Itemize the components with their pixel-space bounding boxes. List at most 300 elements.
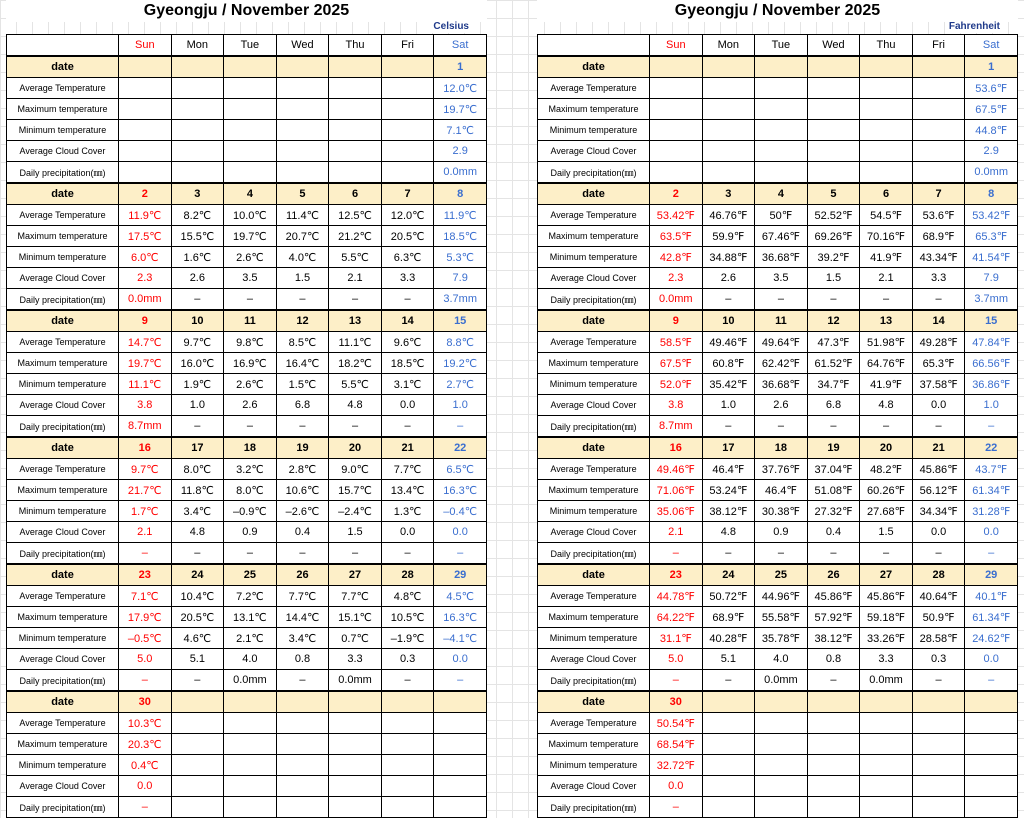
value-cell: 4.0 xyxy=(755,649,808,670)
value-cell: 7.2℃ xyxy=(224,586,277,607)
date-cell: 22 xyxy=(434,437,487,459)
date-cell xyxy=(702,691,755,713)
value-cell: 62.42℉ xyxy=(755,353,808,374)
row-label: Average Temperature xyxy=(538,78,650,99)
row-label: Daily precipitation(㎜) xyxy=(7,416,119,438)
date-cell: 3 xyxy=(702,183,755,205)
value-cell xyxy=(755,99,808,120)
value-cell: 3.5 xyxy=(224,268,277,289)
date-cell: 12 xyxy=(276,310,329,332)
value-cell: 59.9℉ xyxy=(702,226,755,247)
value-cell: 3.2℃ xyxy=(224,459,277,480)
value-cell: 17.5℃ xyxy=(119,226,172,247)
value-cell: – xyxy=(329,543,382,565)
min-temp-row xyxy=(538,374,1018,395)
value-cell: –2.4℃ xyxy=(329,501,382,522)
date-cell: 10 xyxy=(702,310,755,332)
value-cell: – xyxy=(434,416,487,438)
value-cell: 1.5 xyxy=(860,522,913,543)
row-label: Daily precipitation(㎜) xyxy=(538,797,650,818)
value-cell: – xyxy=(702,289,755,311)
value-cell: 53.42℉ xyxy=(965,205,1018,226)
value-cell xyxy=(171,734,224,755)
value-cell: 66.56℉ xyxy=(965,353,1018,374)
row-label: Maximum temperature xyxy=(7,607,119,628)
value-cell: 53.42℉ xyxy=(650,205,703,226)
date-cell: 30 xyxy=(119,691,172,713)
value-cell: 3.3 xyxy=(381,268,434,289)
value-cell: – xyxy=(702,543,755,565)
value-cell: 2.3 xyxy=(119,268,172,289)
weekday-header: Thu xyxy=(329,35,382,57)
value-cell: 1.9℃ xyxy=(171,374,224,395)
value-cell: 41.9℉ xyxy=(860,247,913,268)
value-cell: 35.78℉ xyxy=(755,628,808,649)
date-cell: 14 xyxy=(912,310,965,332)
weekday-header: Sat xyxy=(965,35,1018,57)
value-cell: 0.9 xyxy=(755,522,808,543)
row-label: Average Temperature xyxy=(538,586,650,607)
date-row xyxy=(538,691,1018,713)
unit-label: Celsius xyxy=(433,21,469,32)
value-cell: 70.16℉ xyxy=(860,226,913,247)
value-cell: 44.78℉ xyxy=(650,586,703,607)
row-label: Minimum temperature xyxy=(7,501,119,522)
value-cell: 43.34℉ xyxy=(912,247,965,268)
value-cell xyxy=(329,162,382,184)
date-cell: 6 xyxy=(329,183,382,205)
value-cell: 61.34℉ xyxy=(965,607,1018,628)
row-label: Maximum temperature xyxy=(7,99,119,120)
value-cell xyxy=(381,120,434,141)
value-cell: 4.0℃ xyxy=(276,247,329,268)
row-label: date xyxy=(7,437,119,459)
value-cell: 13.1℃ xyxy=(224,607,277,628)
precip-row xyxy=(7,289,487,311)
value-cell: 7.1℃ xyxy=(119,586,172,607)
value-cell: 1.5 xyxy=(807,268,860,289)
row-label: Minimum temperature xyxy=(538,755,650,776)
date-cell: 12 xyxy=(807,310,860,332)
value-cell: 65.3℉ xyxy=(965,226,1018,247)
row-label: Minimum temperature xyxy=(7,628,119,649)
cloud-cover-row xyxy=(7,522,487,543)
value-cell xyxy=(224,755,277,776)
date-cell: 24 xyxy=(702,564,755,586)
date-cell: 17 xyxy=(171,437,224,459)
date-cell: 16 xyxy=(650,437,703,459)
value-cell: –1.9℃ xyxy=(381,628,434,649)
row-label: Average Temperature xyxy=(538,459,650,480)
value-cell: 31.1℉ xyxy=(650,628,703,649)
value-cell: 40.64℉ xyxy=(912,586,965,607)
value-cell: 30.38℉ xyxy=(755,501,808,522)
date-cell xyxy=(329,691,382,713)
value-cell: 4.5℃ xyxy=(434,586,487,607)
value-cell: – xyxy=(434,543,487,565)
value-cell xyxy=(119,162,172,184)
avg-temp-row xyxy=(7,205,487,226)
row-label: Minimum temperature xyxy=(538,120,650,141)
value-cell xyxy=(381,755,434,776)
value-cell: 4.0 xyxy=(224,649,277,670)
value-cell xyxy=(807,78,860,99)
row-label: Average Cloud Cover xyxy=(7,395,119,416)
precip-row xyxy=(7,670,487,692)
cloud-cover-row xyxy=(538,395,1018,416)
avg-temp-row xyxy=(7,78,487,99)
value-cell: 2.8℃ xyxy=(276,459,329,480)
weekday-header: Tue xyxy=(224,35,277,57)
value-cell: 16.4℃ xyxy=(276,353,329,374)
value-cell: 8.5℃ xyxy=(276,332,329,353)
date-cell: 1 xyxy=(965,56,1018,78)
value-cell: 45.86℉ xyxy=(860,586,913,607)
value-cell: 35.06℉ xyxy=(650,501,703,522)
precip-row xyxy=(7,797,487,818)
value-cell xyxy=(171,120,224,141)
value-cell: 10.6℃ xyxy=(276,480,329,501)
value-cell xyxy=(224,776,277,797)
value-cell: 7.7℃ xyxy=(329,586,382,607)
value-cell xyxy=(755,797,808,818)
value-cell xyxy=(224,141,277,162)
value-cell: 13.4℃ xyxy=(381,480,434,501)
value-cell xyxy=(434,797,487,818)
date-cell xyxy=(224,691,277,713)
value-cell: 9.7℃ xyxy=(171,332,224,353)
row-label: Maximum temperature xyxy=(538,734,650,755)
value-cell: 7.7℃ xyxy=(381,459,434,480)
value-cell: 42.8℉ xyxy=(650,247,703,268)
value-cell: 8.0℃ xyxy=(171,459,224,480)
precip-row xyxy=(538,670,1018,692)
weather-calendar-table xyxy=(537,34,1018,818)
value-cell: – xyxy=(807,289,860,311)
value-cell xyxy=(650,141,703,162)
value-cell: – xyxy=(171,543,224,565)
value-cell: 64.76℉ xyxy=(860,353,913,374)
value-cell: 18.5℃ xyxy=(381,353,434,374)
cloud-cover-row xyxy=(538,522,1018,543)
date-cell: 24 xyxy=(171,564,224,586)
date-row xyxy=(7,691,487,713)
value-cell: 3.4℃ xyxy=(276,628,329,649)
value-cell: 4.8 xyxy=(702,522,755,543)
row-label: Daily precipitation(㎜) xyxy=(538,543,650,565)
date-cell: 15 xyxy=(434,310,487,332)
value-cell: 50℉ xyxy=(755,205,808,226)
value-cell xyxy=(329,776,382,797)
value-cell: – xyxy=(276,543,329,565)
unit-label: Fahrenheit xyxy=(948,21,1000,32)
value-cell xyxy=(171,776,224,797)
value-cell: 2.6℃ xyxy=(224,374,277,395)
date-row xyxy=(538,437,1018,459)
value-cell: 61.52℉ xyxy=(807,353,860,374)
value-cell xyxy=(807,755,860,776)
row-label: date xyxy=(7,56,119,78)
date-cell: 16 xyxy=(119,437,172,459)
value-cell: 10.0℃ xyxy=(224,205,277,226)
max-temp-row xyxy=(538,734,1018,755)
value-cell: – xyxy=(965,416,1018,438)
value-cell xyxy=(650,99,703,120)
value-cell: 4.8 xyxy=(171,522,224,543)
value-cell: 16.0℃ xyxy=(171,353,224,374)
avg-temp-row xyxy=(538,332,1018,353)
date-cell: 5 xyxy=(807,183,860,205)
value-cell xyxy=(381,797,434,818)
date-row xyxy=(7,437,487,459)
value-cell: 27.68℉ xyxy=(860,501,913,522)
row-label: Maximum temperature xyxy=(538,480,650,501)
value-cell xyxy=(912,78,965,99)
value-cell: 0.0mm xyxy=(434,162,487,184)
value-cell: 12.5℃ xyxy=(329,205,382,226)
value-cell: 2.6 xyxy=(224,395,277,416)
precip-row xyxy=(538,162,1018,184)
value-cell xyxy=(755,734,808,755)
row-label: Average Cloud Cover xyxy=(7,522,119,543)
weekday-header: Sun xyxy=(650,35,703,57)
value-cell: 47.3℉ xyxy=(807,332,860,353)
value-cell xyxy=(807,797,860,818)
row-label: Daily precipitation(㎜) xyxy=(7,162,119,184)
value-cell: – xyxy=(965,543,1018,565)
value-cell: – xyxy=(171,289,224,311)
value-cell xyxy=(912,713,965,734)
value-cell xyxy=(276,734,329,755)
precip-row xyxy=(7,162,487,184)
value-cell xyxy=(434,713,487,734)
value-cell: 6.3℃ xyxy=(381,247,434,268)
avg-temp-row xyxy=(7,332,487,353)
value-cell xyxy=(119,141,172,162)
value-cell: 8.2℃ xyxy=(171,205,224,226)
value-cell: 41.54℉ xyxy=(965,247,1018,268)
value-cell xyxy=(224,99,277,120)
min-temp-row xyxy=(7,120,487,141)
value-cell: 0.0 xyxy=(381,395,434,416)
value-cell: – xyxy=(912,289,965,311)
value-cell: 0.0 xyxy=(434,649,487,670)
precip-row xyxy=(7,416,487,438)
value-cell: 2.1 xyxy=(119,522,172,543)
row-label: Maximum temperature xyxy=(538,353,650,374)
date-cell: 14 xyxy=(381,310,434,332)
row-label: date xyxy=(7,310,119,332)
row-label: Average Cloud Cover xyxy=(7,141,119,162)
value-cell xyxy=(807,776,860,797)
row-label: Average Cloud Cover xyxy=(7,649,119,670)
value-cell: 37.04℉ xyxy=(807,459,860,480)
value-cell: 7.9 xyxy=(434,268,487,289)
value-cell xyxy=(329,713,382,734)
value-cell: 0.3 xyxy=(912,649,965,670)
value-cell: 0.8 xyxy=(276,649,329,670)
value-cell: – xyxy=(276,670,329,692)
date-cell: 2 xyxy=(650,183,703,205)
date-cell: 5 xyxy=(276,183,329,205)
max-temp-row xyxy=(7,734,487,755)
date-cell: 11 xyxy=(224,310,277,332)
value-cell: –0.5℃ xyxy=(119,628,172,649)
value-cell xyxy=(965,776,1018,797)
value-cell: 19.2℃ xyxy=(434,353,487,374)
value-cell: 38.12℉ xyxy=(702,501,755,522)
value-cell: 12.0℃ xyxy=(434,78,487,99)
avg-temp-row xyxy=(538,78,1018,99)
row-label: Minimum temperature xyxy=(7,247,119,268)
value-cell: 67.5℉ xyxy=(965,99,1018,120)
date-cell: 26 xyxy=(807,564,860,586)
value-cell: – xyxy=(224,289,277,311)
value-cell xyxy=(329,120,382,141)
value-cell xyxy=(807,734,860,755)
value-cell: 11.1℃ xyxy=(329,332,382,353)
value-cell xyxy=(912,734,965,755)
value-cell: – xyxy=(381,416,434,438)
value-cell: 20.3℃ xyxy=(119,734,172,755)
value-cell: – xyxy=(755,289,808,311)
date-cell: 30 xyxy=(650,691,703,713)
value-cell xyxy=(276,755,329,776)
value-cell: 59.18℉ xyxy=(860,607,913,628)
value-cell xyxy=(965,755,1018,776)
date-cell: 4 xyxy=(755,183,808,205)
value-cell: – xyxy=(381,670,434,692)
value-cell: 12.0℃ xyxy=(381,205,434,226)
value-cell xyxy=(119,120,172,141)
value-cell: 0.8 xyxy=(807,649,860,670)
value-cell: 0.4℃ xyxy=(119,755,172,776)
row-label: Daily precipitation(㎜) xyxy=(7,670,119,692)
value-cell: 49.64℉ xyxy=(755,332,808,353)
max-temp-row xyxy=(538,99,1018,120)
value-cell: – xyxy=(807,416,860,438)
value-cell xyxy=(702,78,755,99)
value-cell: 49.46℉ xyxy=(650,459,703,480)
row-label: date xyxy=(538,564,650,586)
value-cell: 1.0 xyxy=(702,395,755,416)
precip-row xyxy=(538,289,1018,311)
value-cell: 44.96℉ xyxy=(755,586,808,607)
avg-temp-row xyxy=(7,586,487,607)
row-label: date xyxy=(538,691,650,713)
avg-temp-row xyxy=(7,713,487,734)
row-label: Daily precipitation(㎜) xyxy=(7,797,119,818)
value-cell xyxy=(224,162,277,184)
value-cell xyxy=(171,797,224,818)
value-cell xyxy=(329,78,382,99)
value-cell: 2.1 xyxy=(860,268,913,289)
value-cell xyxy=(381,78,434,99)
value-cell: 5.3℃ xyxy=(434,247,487,268)
date-cell xyxy=(276,691,329,713)
value-cell xyxy=(807,162,860,184)
value-cell xyxy=(755,713,808,734)
value-cell: 68.54℉ xyxy=(650,734,703,755)
avg-temp-row xyxy=(538,713,1018,734)
value-cell: 20.5℃ xyxy=(171,607,224,628)
row-label: date xyxy=(7,564,119,586)
date-row xyxy=(538,564,1018,586)
value-cell xyxy=(702,141,755,162)
value-cell: 1.0 xyxy=(171,395,224,416)
row-label: date xyxy=(7,691,119,713)
value-cell: 37.58℉ xyxy=(912,374,965,395)
value-cell: 33.26℉ xyxy=(860,628,913,649)
value-cell: 1.5 xyxy=(276,268,329,289)
value-cell: –0.4℃ xyxy=(434,501,487,522)
value-cell xyxy=(755,755,808,776)
fahrenheit-panel xyxy=(537,0,1018,813)
date-cell: 9 xyxy=(119,310,172,332)
value-cell: 24.62℉ xyxy=(965,628,1018,649)
value-cell: – xyxy=(702,670,755,692)
value-cell xyxy=(276,141,329,162)
value-cell: – xyxy=(860,289,913,311)
value-cell xyxy=(860,99,913,120)
max-temp-row xyxy=(538,607,1018,628)
value-cell: –2.6℃ xyxy=(276,501,329,522)
date-cell xyxy=(276,56,329,78)
precip-row xyxy=(538,416,1018,438)
value-cell: 35.42℉ xyxy=(702,374,755,395)
value-cell: 37.76℉ xyxy=(755,459,808,480)
row-label: Maximum temperature xyxy=(7,353,119,374)
row-label: date xyxy=(7,183,119,205)
value-cell xyxy=(171,755,224,776)
value-cell: 28.58℉ xyxy=(912,628,965,649)
date-row xyxy=(538,183,1018,205)
date-cell: 23 xyxy=(119,564,172,586)
value-cell: – xyxy=(224,543,277,565)
date-row xyxy=(7,183,487,205)
value-cell: – xyxy=(755,543,808,565)
value-cell: 2.9 xyxy=(434,141,487,162)
date-cell: 17 xyxy=(702,437,755,459)
max-temp-row xyxy=(7,226,487,247)
value-cell: 5.1 xyxy=(171,649,224,670)
row-label: Average Temperature xyxy=(7,713,119,734)
value-cell: 6.8 xyxy=(276,395,329,416)
date-cell xyxy=(381,691,434,713)
value-cell xyxy=(755,78,808,99)
weekday-header-row xyxy=(538,35,1018,57)
value-cell xyxy=(912,120,965,141)
value-cell: 61.34℉ xyxy=(965,480,1018,501)
value-cell: – xyxy=(329,416,382,438)
value-cell: – xyxy=(276,289,329,311)
value-cell: 4.6℃ xyxy=(171,628,224,649)
value-cell: 44.8℉ xyxy=(965,120,1018,141)
date-cell xyxy=(912,691,965,713)
value-cell: 16.9℃ xyxy=(224,353,277,374)
date-row xyxy=(538,56,1018,78)
date-cell: 18 xyxy=(224,437,277,459)
value-cell: 50.72℉ xyxy=(702,586,755,607)
row-label: Maximum temperature xyxy=(7,226,119,247)
value-cell xyxy=(912,797,965,818)
value-cell: 16.3℃ xyxy=(434,607,487,628)
value-cell xyxy=(702,776,755,797)
date-cell: 1 xyxy=(434,56,487,78)
value-cell: 3.7mm xyxy=(434,289,487,311)
row-label: Average Temperature xyxy=(538,332,650,353)
row-label: Minimum temperature xyxy=(538,501,650,522)
